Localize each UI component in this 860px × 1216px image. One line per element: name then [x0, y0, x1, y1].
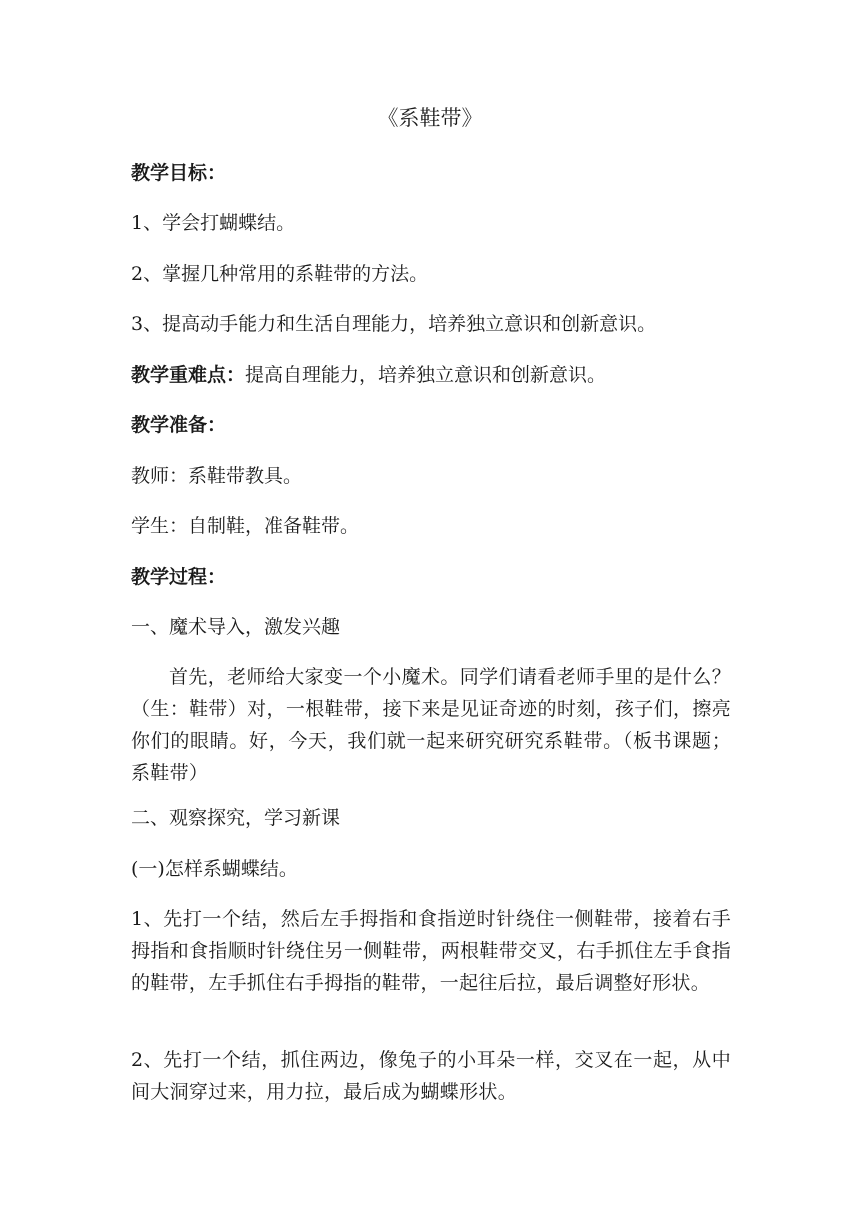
preparation-student: 学生：自制鞋，准备鞋带。: [131, 515, 360, 537]
goal-item-2: 2、掌握几种常用的系鞋带的方法。: [131, 263, 429, 285]
goal-item-3: 3、提高动手能力和生活自理能力，培养独立意识和创新意识。: [131, 313, 657, 335]
document-title: 《系鞋带》: [377, 106, 483, 130]
section1-title: 一、魔术导入，激发兴趣: [131, 616, 341, 638]
goals-heading: 教学目标：: [131, 162, 227, 184]
key-points-text: 提高自理能力，培养独立意识和创新意识。: [245, 364, 607, 386]
method-2-paragraph: 2、先打一个结，抓住两边，像兔子的小耳朵一样，交叉在一起，从中间大洞穿过来，用力拉，最后成为蝴蝶形状。: [131, 1049, 731, 1103]
section2-title: 二、观察探究，学习新课: [131, 807, 341, 829]
section1-paragraph: 首先，老师给大家变一个小魔术。同学们请看老师手里的是什么？（生：鞋带）对，一根鞋带，接下来是见证奇迹的时刻，孩子们，擦亮你们的眼睛。好，今天，我们就一起来研究研究系鞋带。（板书课题；系鞋带）: [131, 666, 731, 784]
preparation-teacher: 教师：系鞋带教具。: [131, 465, 303, 487]
method-1-paragraph: 1、先打一个结，然后左手拇指和食指逆时针绕住一侧鞋带，接着右手拇指和食指顺时针绕住另一侧鞋带，两根鞋带交叉，右手抓住左手食指的鞋带，左手抓住右手拇指的鞋带，一起往后拉，最后调整好形状。: [131, 908, 731, 994]
key-points-line: [131, 359, 731, 391]
process-heading: 教学过程：: [131, 566, 227, 588]
section2-subsection: (一)怎样系蝴蝶结。: [131, 858, 298, 880]
preparation-heading: 教学准备：: [131, 414, 227, 436]
goal-item-1: 1、学会打蝴蝶结。: [131, 212, 296, 234]
key-points-heading: 教学重难点：: [131, 364, 246, 386]
